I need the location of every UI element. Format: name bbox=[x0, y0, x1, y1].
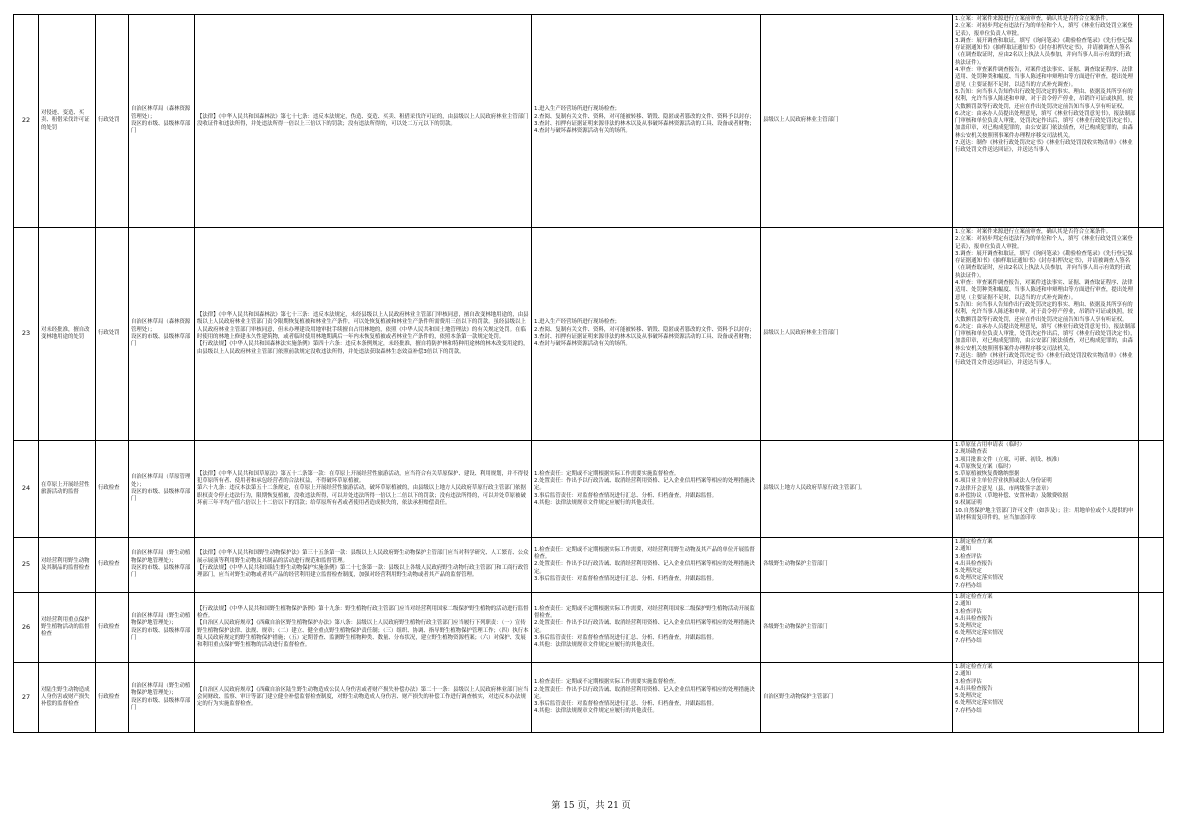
item-organ: 县级以上人民政府林业主管部门 bbox=[761, 228, 953, 441]
item-basis: 【行政法规】《中华人民共和国野生植物保护条例》第十九条：野生植物行政主管部门应当对经营利用国家二级保护野生植物的活动进行监督检查。 【自治区人民政府规章】《西藏自治区野生植物保护办法》第八条：县级以上人民政府野生植物行政主管部门应当履行下列职责：（一）宣传野生植物保护法律、法规、规章；（二）建立、健全重点野生植物保护责任制；（三）组织、协调、指导野生植物保护管理工作；（四）执行本级人民政府规定的野生植物保护措施；（五）定期普查、监测野生植物种类、数量、分布状况，建立野生植物资源档案；（六）对保护、发展和利用重点保护野生植物的活动进行监督检查。 bbox=[195, 593, 532, 663]
row-number: 27 bbox=[14, 663, 39, 733]
item-responsibility: 1.制定检查方案 2.通知 3.检查评估 4.出具检查报告 5.处理决定 6.处理决定落实情况 7.存档办结 bbox=[953, 538, 1139, 593]
item-responsibility: 1.制定检查方案 2.通知 3.检查评估 4.出具检查报告 5.处理决定 6.处理决定落实情况 7.存档办结 bbox=[953, 593, 1139, 663]
item-category: 行政处罚 bbox=[96, 15, 129, 228]
item-name: 对侵迹、变造、买卖、租借采伐许可证的处罚 bbox=[39, 15, 96, 228]
item-measures: 1.检查责任：定期或不定期根据实际工作需要实施监督检查。 2.处置责任：作出予以行政告诫、取消经营利用资格、记入企业信用档案等相应的处理措施决定。 3.事后监管责任：对监督检查情况进行汇总、分析、归档备查，并跟踪监督。 4.其他：法律法规规章文件规定应履行的其他责任。 bbox=[532, 441, 761, 538]
item-remark bbox=[1139, 441, 1164, 538]
item-category: 行政检查 bbox=[96, 663, 129, 733]
item-responsibility: 1.立案：对案件来源进行立案前审查，确认其是否符合立案条件。 2.立案：对初步判定有违法行为的单位和个人，填写《林业行政处罚立案登记表》，报单位负责人审批。 3.调查：展开调查和取证，填写《询问笔录》《勘验检查笔录》《先行登记保存证据通知书》《抽样取证通知书》《封存扣押决定书》，并请被调查人签名（在调查取证时，应由2名以上执法人员参加，并向当事人出示有效的行政执法证件）。 4.审查：审查案件调查报告，对案件违法事实、证据、调查取证程序、法律适用、处罚种类和幅度、当事人陈述和申辩理由等方面进行审查，提出处理意见（主要证据不足时，以适当的方式补充调查）。 5.告知：向当事人告知作出行政处罚决定的事实、理由、依据及其所享有的权利，允许当事人陈述和申辩，对于责令停产停业，吊销许可证或执照，较大数额罚款等行政处罚，还应在作出处罚决定前告知当事人享有听证权。 6.决定：由承办人员提出处理意见，填写《林业行政处罚意见书》，报法制部门审核和单位负责人审批，处罚决定作出后，填写《林业行政处罚决定书》，加盖印章，对已构成犯罪的，由公安部门依法侦查，对已构成犯罪的，由森林公安机关按照刑事案件办理程序移交司法机关。 7.送达：制作《林业行政处罚决定书》《林业行政处罚没收实物清单》《林业行政处罚文件送达回证》，并送达当事人。 bbox=[953, 228, 1139, 441]
item-remark bbox=[1139, 593, 1164, 663]
item-organ: 各级野生动物保护主管部门 bbox=[761, 593, 953, 663]
item-basis: 【法律】《中华人民共和国草原法》第五十二条第一款：在草原上开展经营性旅游活动，应当符合有关草原保护、建设、利用规划，并不得侵犯草原所有者、使用者和承包经营者的合法权益，不得破坏草原植被。 第六十九条：违反本法第五十二条规定，在草原上开展经营性旅游活动，破坏草原植被的，由县级以上地方人民政府草原行政主管部门依据职权责令停止违法行为，限期恢复植被，没收违法所得，可以并处违法所得一倍以上二倍以下的罚款；没有违法所得的，可以并处草原被破坏前三年平均产值六倍以上十二倍以下的罚款；给草原所有者或者使用者造成损失的，依法承担赔偿责任。 bbox=[195, 441, 532, 538]
item-remark bbox=[1139, 663, 1164, 733]
page-footer: 第 15 页，共 21 页 bbox=[551, 801, 631, 811]
item-subject: 自治区林草局（森林资源管理处）； 设区的市级、县级林草部门 bbox=[129, 15, 195, 228]
row-number: 25 bbox=[14, 538, 39, 593]
item-measures: 1.检查责任：定期或不定期根据实际工作需要，对经营利用野生动物及其产品的单位开展监督检查。 2.处置责任：作出予以行政告诫、取消经营利用资格、记入企业信用档案等相应的处理措施决定。 3.事后监管责任：对监督检查情况进行汇总、分析、归档备查，并跟踪监督。 bbox=[532, 538, 761, 593]
item-organ: 自治区野生动物保护主管部门 bbox=[761, 663, 953, 733]
table-row bbox=[14, 538, 1164, 593]
item-category: 行政检查 bbox=[96, 441, 129, 538]
item-responsibility: 1.草原征占用申请表（临时） 2.现场勘查表 3.项目批准文件（立项、可研、初设、核准） 4.草原恢复方案（临时） 5.草原植被恢复费缴纳票据 6.项目业主单位营业执照或法人身份证明 7.法律开会意见（县、市两级签字盖章） 8.补偿协议（草地补偿、安置补助）及缴费收据 9.权属证明 10.自然保护地主管部门许可文件（如涉及）；注：用地单位或个人提供的申请材料需复印件的，应当加盖印章 bbox=[953, 441, 1139, 538]
item-measures: 1.进入生产经营场所进行现场检查； 2.查阅、复制有关文件、资料，对可能被转移、销毁、隐匿或者篡改的文件、资料予以封存； 3.查封、扣押有证据证明来源非法的林木以及从事破坏森林资源活动的工具、设备或者财物； 4.查封与破坏森林资源活动有关的场所。 bbox=[532, 15, 761, 228]
item-remark bbox=[1139, 538, 1164, 593]
item-organ: 各级野生动物保护主管部门 bbox=[761, 538, 953, 593]
row-number: 23 bbox=[14, 228, 39, 441]
item-responsibility: 1.立案：对案件来源进行立案前审查，确认其是否符合立案条件。 2.立案：对初步判定有违法行为的单位和个人，填写《林业行政处罚立案登记表》，报单位负责人审批。 3.调查：展开调查和取证，填写《询问笔录》《勘验检查笔录》《先行登记保存证据通知书》《抽样取证通知书》《封存扣押决定书》，并请被调查人签名（在调查取证时，应由2名以上执法人员参加，并向当事人出示有效的行政执法证件）。 4.审查：审查案件调查报告，对案件违法事实、证据、调查取证程序、法律适用、处罚种类和幅度、当事人陈述和申辩理由等方面进行审查，提出处理意见（主要证据不足时，以适当的方式补充调查）。 5.告知：向当事人告知作出行政处罚决定的事实、理由、依据及其所享有的权利，允许当事人陈述和申辩，对于责令停产停业，吊销许可证或执照，较大数额罚款等行政处罚，还应在作出处罚决定前告知当事人享有听证权。 6.决定：由承办人员提出处理意见，填写《林业行政处罚意见书》，报法制部门审核和单位负责人审批，处罚决定作出后，填写《林业行政处罚决定书》，加盖印章，对已构成犯罪的，由公安部门依法侦查，对已构成犯罪的，由森林公安机关按照刑事案件办理程序移交司法机关。 7.送达：制作《林业行政处罚决定书》《林业行政处罚没收实物清单》《林业行政处罚文件送达回证》，并送达当事人 bbox=[953, 15, 1139, 228]
item-basis: 【法律】《中华人民共和国森林法》第七十三条：违反本法规定，未经县级以上人民政府林业主管部门审核同意，擅自改变林地用途的，由县级以上人民政府林业主管部门责令限期恢复植被和林业生产条件，可以处恢复植被和林业生产条件所需费用三倍以下的罚款。虽经县级以上人民政府林业主管部门审核同意，但未办理建设用地审批手续擅自占用林地的，依照《中华人民共和国土地管理法》的有关规定处罚。在临时使用的林地上修建永久性建筑物，或者临时使用林地期满后一年内未恢复植被或者林业生产条件的，依照本条第一款规定处罚。 【行政法规】《中华人民共和国森林法实施条例》第四十六条：违反本条例规定，未经批准，擅自将防护林和特种用途林的林木改变用途的，由县级以上人民政府林业主管部门依照前款规定没收违法所得，并处违法获取森林生态效益补偿3倍以下的罚款。 bbox=[195, 228, 532, 441]
item-measures: 1.进入生产经营场所进行现场检查； 2.查阅、复制有关文件、资料，对可能被转移、销毁、隐匿或者篡改的文件、资料予以封存； 3.查封、扣押有证据证明来源非法的林木以及从事破坏森林资源活动的工具、设备或者财物； 4.查封与破坏森林资源活动有关的场所。 bbox=[532, 228, 761, 441]
row-number: 26 bbox=[14, 593, 39, 663]
item-name: 对未经批准，擅自改变林地用途的处罚 bbox=[39, 228, 96, 441]
item-subject: 自治区林草局（森林资源管理处）； 设区的市级、县级林草部门 bbox=[129, 228, 195, 441]
item-category: 行政检查 bbox=[96, 538, 129, 593]
table-row bbox=[14, 15, 1164, 228]
row-number: 22 bbox=[14, 15, 39, 228]
row-number: 24 bbox=[14, 441, 39, 538]
item-basis: 【法律】《中华人民共和国野生动物保护法》第三十五条第一款：县级以上人民政府野生动物保护主管部门应当对科学研究、人工繁育、公众展示展演等利用野生动物及其制品的活动进行规范和监督管理。 【行政法规】《中华人民共和国陆生野生动物保护实施条例》第二十七条第一款：县级以上各级人民政府野生动物行政主管部门和工商行政管理部门，应当对野生动物或者其产品的经营利用建立监督检查制度，加强对经营利用野生动物或者其产品的监督管理。 bbox=[195, 538, 532, 593]
item-subject: 自治区林草局（草原管理处）； 设区的市级、县级林草部门 bbox=[129, 441, 195, 538]
item-basis: 【法律】《中华人民共和国森林法》第七十七条：违反本法规定，伪造、变造、买卖、租借采伐许可证的，由县级以上人民政府林业主管部门没收证件和违法所得，并处违法所得一倍以上三倍以下的罚款；没有违法所得的，可以处二万元以下的罚款。 bbox=[195, 15, 532, 228]
item-measures: 1.检查责任：定期或不定期根据实际工作需要，对经营利用国家二级保护野生植物活动开展监督检查。 2.处置责任：作出予以行政告诫、取消经营利用资格、记入企业信用档案等相应的处理措施决定。 3.事后监管责任：对监督检查情况进行汇总、分析、归档备查，并跟踪监督。 4.其他：法律法规规章文件规定应履行的其他责任。 bbox=[532, 593, 761, 663]
item-subject: 自治区林草局（野生动植物保护地管理处）； 设区的市级、县级林草部门 bbox=[129, 593, 195, 663]
item-responsibility: 1.制定检查方案 2.通知 3.检查评估 4.出具检查报告 5.处理决定 6.处理决定落实情况 7.存档办结 bbox=[953, 663, 1139, 733]
power-list-table bbox=[13, 14, 1164, 733]
table-row bbox=[14, 228, 1164, 441]
item-category: 行政处罚 bbox=[96, 228, 129, 441]
item-basis: 【自治区人民政府规章】《西藏自治区陆生野生动物造成公民人身伤害或者财产损失补偿办法》第二十一条：县级以上人民政府林业部门应当会同财政、监察、审计等部门建立健全补偿监督检查制度，对野生动物造成人身伤害、财产损失的补偿工作进行调查核实，对违反本办法规定的行为实施监督检查。 bbox=[195, 663, 532, 733]
item-organ: 县级以上地方人民政府草原行政主管部门。 bbox=[761, 441, 953, 538]
table-row bbox=[14, 441, 1164, 538]
table-row bbox=[14, 663, 1164, 733]
item-subject: 自治区林草局（野生动植物保护地管理处）； 设区的市级、县级林草部门 bbox=[129, 663, 195, 733]
item-subject: 自治区林草局（野生动植物保护地管理处）； 设区的市级、县级林草部门 bbox=[129, 538, 195, 593]
item-category: 行政检查 bbox=[96, 593, 129, 663]
item-remark bbox=[1139, 228, 1164, 441]
item-organ: 县级以上人民政府林业主管部门 bbox=[761, 15, 953, 228]
table-row bbox=[14, 593, 1164, 663]
item-name: 对经营利用重点保护野生植物活动的监督检查 bbox=[39, 593, 96, 663]
item-remark bbox=[1139, 15, 1164, 228]
item-measures: 1.检查责任：定期或不定期根据实际工作需要实施监督检查。 2.处置责任：作出予以行政告诫、取消经营利用资格、记入企业信用档案等相应的处理措施决定。 3.事后监管责任：对监督检查情况进行汇总、分析、归档备查，并跟踪监督。 4.其他：法律法规规章文件规定应履行的其他责任。 bbox=[532, 663, 761, 733]
item-name: 在草原上开展经营性旅游活动的监督 bbox=[39, 441, 96, 538]
item-name: 对陆生野生动物造成人身伤害或财产损失补偿的监督检查 bbox=[39, 663, 96, 733]
item-name: 对经营利用野生动物及其制品的监督检查 bbox=[39, 538, 96, 593]
